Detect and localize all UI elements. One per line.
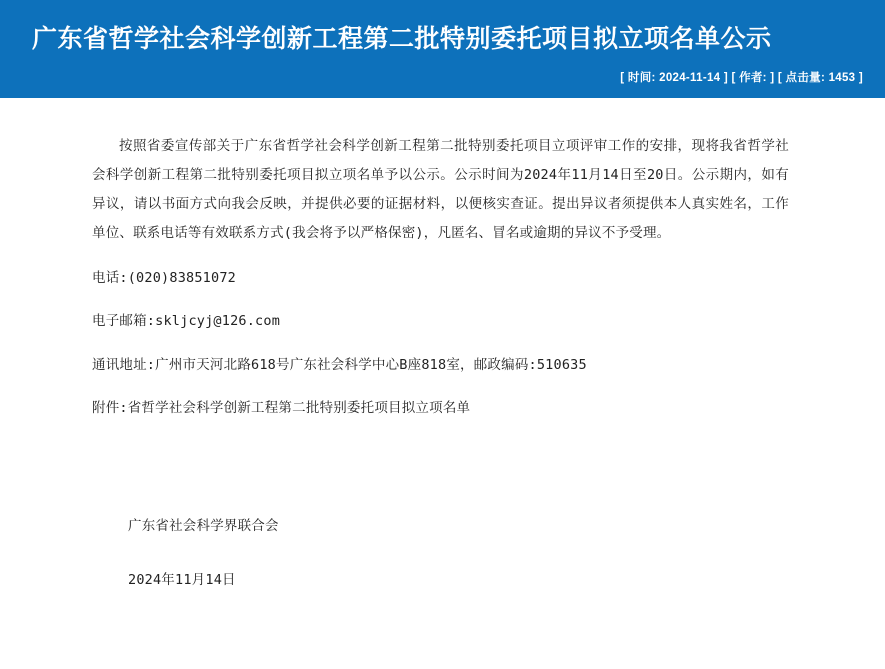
attachment-line: 附件:省哲学社会科学创新工程第二批特别委托项目拟立项名单: [92, 400, 471, 417]
signature-date: 2024年11月14日: [128, 571, 236, 588]
article-meta-bar: [0, 68, 885, 98]
signature-organization: 广东省社会科学界联合会: [128, 517, 279, 534]
contact-email: 电子邮箱:skljcyj@126.com: [92, 313, 281, 330]
meta-time: [ 时间: 2024-11-14 ] [ 作者: ] [ 点击量: 1453 ]: [620, 71, 863, 84]
page-title: 广东省哲学社会科学创新工程第二批特别委托项目拟立项名单公示: [32, 25, 772, 53]
contact-phone: 电话:(020)83851072: [92, 269, 236, 286]
main-paragraph: 按照省委宣传部关于广东省哲学社会科学创新工程第二批特别委托项目立项评审工作的安排，现将我省哲学社会科学创新工程第二批特别委托项目拟立项名单予以公示。公示时间为2024年11月14日至20日。公示期内，如有异议，请以书面方式向我会反映，并提供必要的证据材料，以便核实查证。提出异议者须提供本人真实姓名，工作单位、联系电话等有效联系方式(我会将予以严格保密)，凡匿名、冒名或逾期的异议不予受理。: [92, 137, 789, 241]
document-content: [0, 98, 885, 588]
article-meta: [620, 69, 863, 85]
contact-address: 通讯地址:广州市天河北路618号广东社会科学中心B座818室，邮政编码:510635: [92, 356, 587, 373]
header-banner: [0, 0, 885, 68]
signature-block: [92, 516, 789, 588]
body-text-wrapper: [56, 132, 829, 588]
